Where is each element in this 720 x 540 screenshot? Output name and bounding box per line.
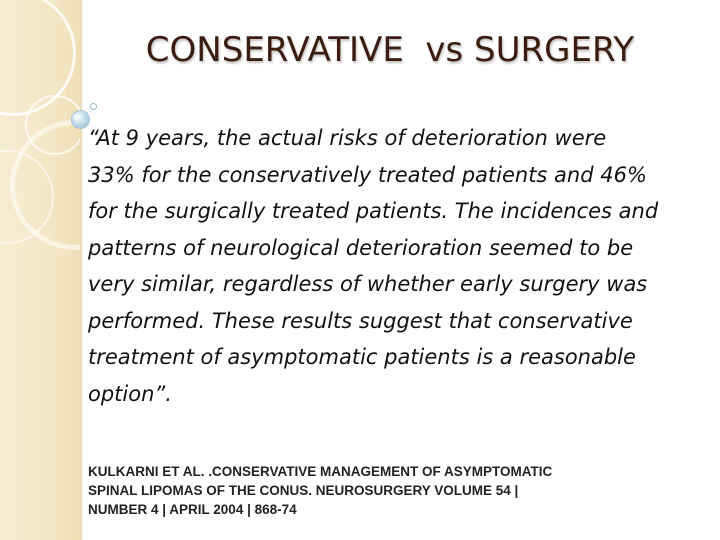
citation-text: KULKARNI ET AL. .CONSERVATIVE MANAGEMENT OF ASYMPTOMATIC SPINAL LIPOMAS OF THE CONUS. NEUROSURGERY VOLUME 54 | NUMBER 4 | APRIL 2004 | 868-74 (88, 464, 553, 517)
slide-title: CONSERVATIVE vs SURGERY (145, 30, 635, 70)
decorative-side-panel (0, 0, 80, 540)
quote-text: “At 9 years, the actual risks of deterioration were 33% for the conservatively treated patients and 46% for the surgically treated patients. The incidences and patterns of neurological deterioration seemed to be very similar, regardless of whether early surgery was performed. These results suggest that conservative treatment of asymptomatic patients is a reasonable option”. (88, 126, 659, 406)
bullet-circle-icon (72, 111, 89, 128)
small-circle-icon (90, 103, 97, 110)
side-panel-edge (80, 0, 83, 540)
